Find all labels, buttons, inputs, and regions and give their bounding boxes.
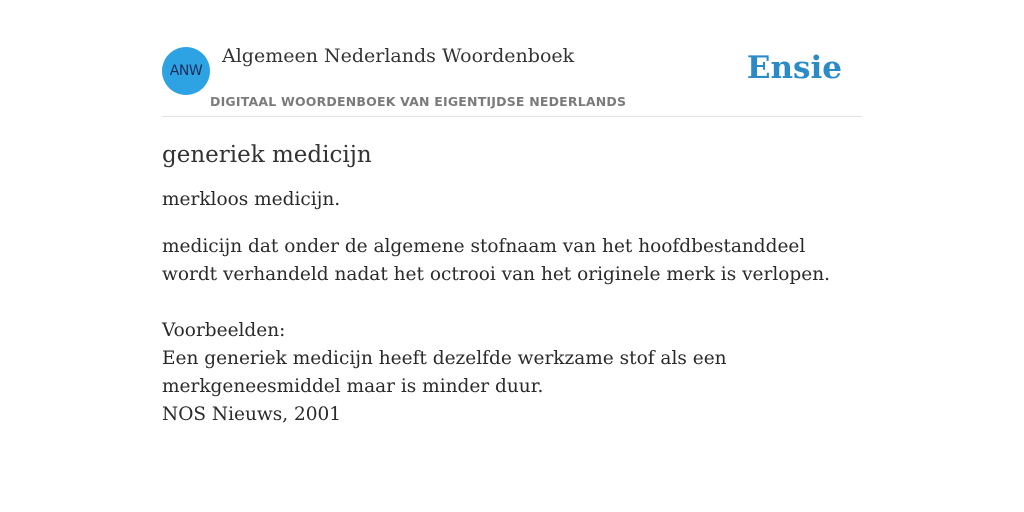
entry-content	[162, 138, 862, 429]
entry-title: generiek medicijn	[162, 142, 372, 168]
long-definition: medicijn dat onder de algemene stofnaam van het hoofdbestanddeel wordt verhandeld nadat het octrooi van het originele merk is verlopen.	[162, 236, 830, 285]
header	[162, 0, 862, 117]
site-subtitle: DIGITAAL WOORDENBOEK VAN EIGENTIJDSE NEDERLANDS	[210, 94, 627, 109]
anw-logo[interactable]	[162, 47, 210, 95]
ensie-brand-link[interactable]: Ensie	[746, 50, 842, 86]
examples-section	[162, 317, 862, 429]
example-text: Een generiek medicijn heeft dezelfde werkzame stof als een merkgeneesmiddel maar is minder duur.	[162, 348, 727, 397]
logo-text: ANW	[169, 63, 203, 79]
example-source: NOS Nieuws, 2001	[162, 404, 342, 425]
site-title[interactable]: Algemeen Nederlands Woordenboek	[222, 45, 575, 67]
examples-label: Voorbeelden:	[162, 320, 286, 341]
short-definition: merkloos medicijn.	[162, 189, 341, 210]
